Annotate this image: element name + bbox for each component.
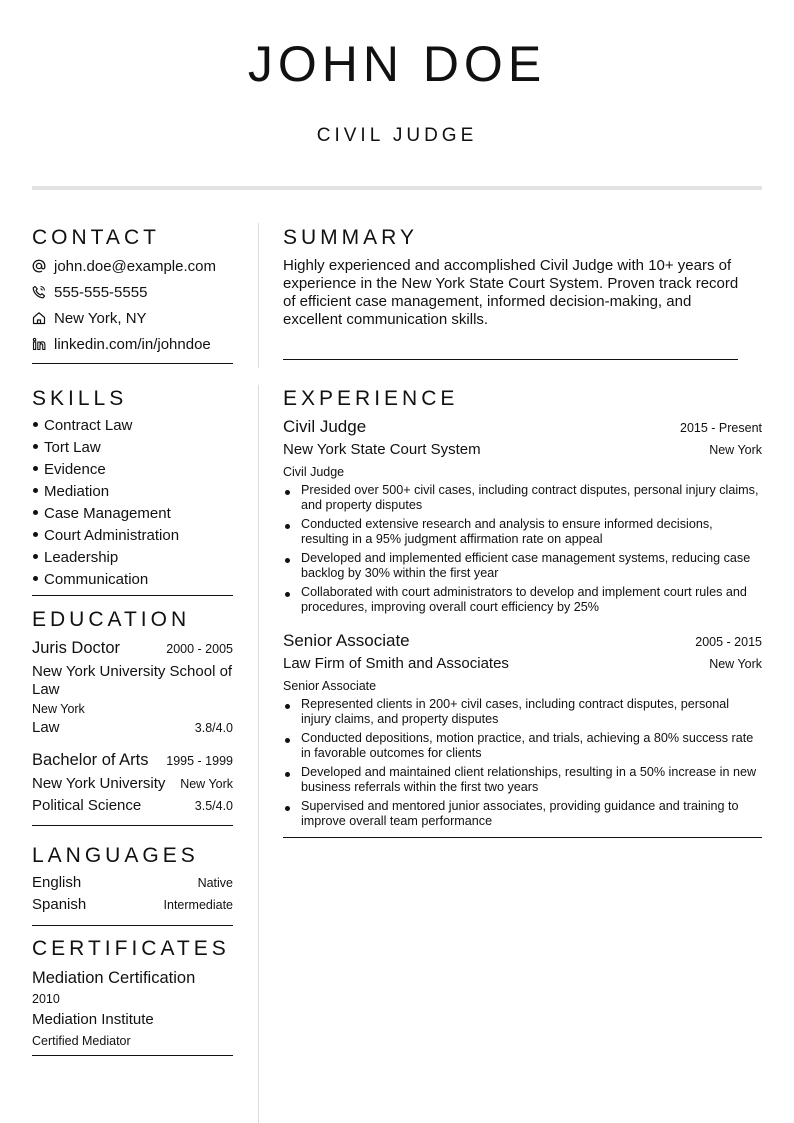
education-title: EDUCATION xyxy=(32,608,191,631)
language-item xyxy=(32,896,233,918)
skill-item: Tort Law xyxy=(32,437,233,459)
field-of-study: Political Science xyxy=(32,797,142,814)
home-icon xyxy=(32,311,46,325)
languages-title: LANGUAGES xyxy=(32,844,199,867)
contact-linkedin-text: linkedin.com/in/johndoe xyxy=(54,335,211,353)
contact-phone-text: 555-555-5555 xyxy=(54,283,148,301)
skill-item: Evidence xyxy=(32,459,233,481)
language-name: English xyxy=(32,874,82,891)
candidate-role: CIVIL JUDGE xyxy=(316,125,478,146)
company: Law Firm of Smith and Associates xyxy=(283,655,509,672)
at-icon xyxy=(32,259,46,273)
contact-location xyxy=(32,305,233,331)
job-bullet: Collaborated with court administrators to develop and implement court rules and procedures, improving overall court efficiency by 25% xyxy=(283,585,762,615)
job-dates: 2005 - 2015 xyxy=(695,635,762,649)
experience-divider xyxy=(283,837,762,838)
job-position: Senior Associate xyxy=(283,679,377,693)
skills-divider xyxy=(32,595,233,596)
contact-location-text: New York, NY xyxy=(54,309,147,327)
contact-email[interactable] xyxy=(32,253,233,279)
job-title: Senior Associate xyxy=(283,631,410,650)
candidate-name: JOHN DOE xyxy=(247,36,547,92)
summary-section xyxy=(283,225,762,360)
job-bullet: Developed and maintained client relationships, resulting in a 50% increase in new business referrals within the first two years xyxy=(283,765,762,795)
certificate-year: 2010 xyxy=(32,992,60,1006)
certificates-divider xyxy=(32,1055,233,1056)
education-dates: 2000 - 2005 xyxy=(166,642,233,656)
job-bullet: Supervised and mentored junior associates, providing guidance and training to improve overall team performance xyxy=(283,799,762,829)
skills-section xyxy=(32,386,233,596)
skill-item: Leadership xyxy=(32,547,233,569)
education-divider xyxy=(32,825,233,826)
skill-item: Communication xyxy=(32,569,233,591)
school-location: New York xyxy=(32,702,85,716)
column-divider-bottom xyxy=(258,385,259,1123)
school-location: New York xyxy=(180,777,233,791)
skills-title: SKILLS xyxy=(32,387,128,410)
skill-item: Contract Law xyxy=(32,415,233,437)
experience-title: EXPERIENCE xyxy=(283,387,459,410)
field-of-study: Law xyxy=(32,719,60,736)
job-bullets xyxy=(283,697,762,829)
job-position: Civil Judge xyxy=(283,465,345,479)
job-bullet: Conducted extensive research and analysis to ensure informed decisions, resulting in a 95% judgment affirmation rate on appeal xyxy=(283,517,762,547)
languages-divider xyxy=(32,925,233,926)
degree: Juris Doctor xyxy=(32,639,121,657)
contact-linkedin[interactable] xyxy=(32,331,233,357)
experience-entry xyxy=(283,417,762,615)
linkedin-icon xyxy=(32,337,46,351)
gpa: 3.5/4.0 xyxy=(194,799,233,813)
skill-item: Mediation xyxy=(32,481,233,503)
summary-text: Highly experienced and accomplished Civil Judge with 10+ years of experience in the New York State Court System. Proven track record of efficient case management, informed decision-making, and excellent communication skills. xyxy=(283,257,739,328)
certificate-issuer: Mediation Institute xyxy=(32,1011,154,1028)
contact-phone[interactable] xyxy=(32,279,233,305)
gpa: 3.8/4.0 xyxy=(194,721,233,735)
language-level: Native xyxy=(197,876,233,890)
job-location: New York xyxy=(709,657,762,671)
contact-email-text: john.doe@example.com xyxy=(54,257,216,275)
contact-title: CONTACT xyxy=(32,226,160,249)
school: New York University School of Law xyxy=(32,663,233,698)
school: New York University xyxy=(32,775,166,792)
job-bullets xyxy=(283,483,762,615)
skill-item: Court Administration xyxy=(32,525,233,547)
languages-section xyxy=(32,843,233,926)
phone-icon xyxy=(32,285,46,299)
certificate-role: Certified Mediator xyxy=(32,1034,131,1048)
language-item xyxy=(32,874,233,896)
degree: Bachelor of Arts xyxy=(32,751,149,769)
job-bullet: Presided over 500+ civil cases, including contract disputes, personal injury claims, and property disputes xyxy=(283,483,762,513)
experience-entry xyxy=(283,631,762,829)
job-bullet: Represented clients in 200+ civil cases, including contract disputes, personal injury claims, and property disputes xyxy=(283,697,762,727)
language-level: Intermediate xyxy=(163,898,233,912)
contact-divider xyxy=(32,363,233,364)
education-entry xyxy=(32,639,233,741)
education-dates: 1995 - 1999 xyxy=(166,754,233,768)
header-divider xyxy=(32,186,762,190)
job-bullet: Developed and implemented efficient case management systems, reducing case backlog by 30% within the first year xyxy=(283,551,762,581)
column-divider-top xyxy=(258,223,259,368)
job-dates: 2015 - Present xyxy=(680,421,762,435)
job-title: Civil Judge xyxy=(283,417,367,436)
certificates-title: CERTIFICATES xyxy=(32,937,230,960)
company: New York State Court System xyxy=(283,441,481,458)
summary-divider xyxy=(283,359,738,360)
language-name: Spanish xyxy=(32,896,87,913)
education-entry xyxy=(32,751,233,819)
summary-title: SUMMARY xyxy=(283,226,418,249)
certificate-name: Mediation Certification xyxy=(32,969,196,987)
experience-section xyxy=(283,386,762,838)
skill-item: Case Management xyxy=(32,503,233,525)
contact-section xyxy=(32,225,233,364)
job-bullet: Conducted depositions, motion practice, and trials, achieving a 80% success rate in favorable outcomes for clients xyxy=(283,731,762,761)
job-location: New York xyxy=(709,443,762,457)
certificates-section xyxy=(32,936,233,1056)
education-section xyxy=(32,607,233,826)
